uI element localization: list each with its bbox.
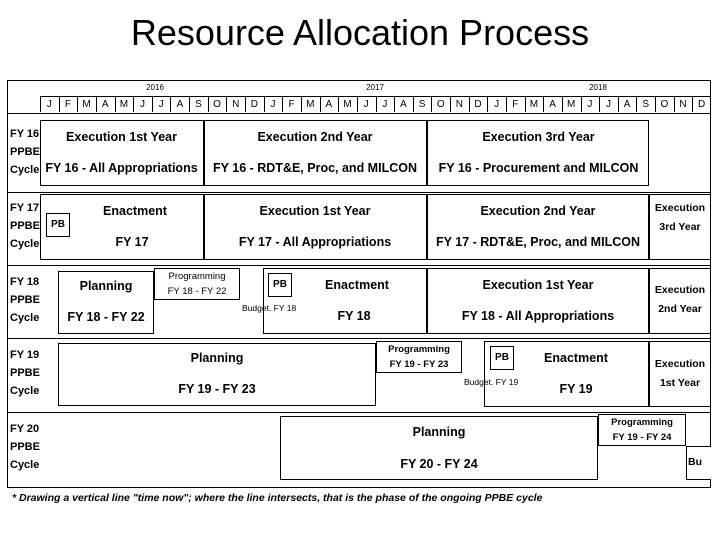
year-2018: 2018 (589, 83, 607, 92)
fy17-phase-1: Enactment (103, 204, 167, 218)
month-divider-line (506, 96, 507, 112)
month-label: O (213, 99, 221, 110)
fy20-phase-1: Planning (412, 425, 466, 439)
month-label: O (436, 99, 445, 110)
month-label: M (306, 99, 315, 110)
fy18-detail-4: FY 18 - All Appropriations (461, 309, 615, 323)
row-divider (7, 338, 711, 339)
month-label: A (549, 99, 556, 110)
month-label: A (400, 99, 407, 110)
fy20-detail-1: FY 20 - FY 24 (400, 457, 478, 471)
month-divider-line (245, 96, 246, 112)
month-label: J (605, 99, 611, 110)
fy20-phase-3: Bu (688, 456, 702, 468)
month-label: D (474, 99, 482, 110)
month-label: M (529, 99, 539, 110)
fy17-phase-4: Execution (654, 202, 706, 214)
fy19-detail-2: FY 19 - FY 23 (389, 359, 449, 370)
fy16-phase-1: Execution 1st Year (66, 130, 177, 144)
pb-marker-fy19: PB (490, 346, 514, 370)
month-divider-line (692, 96, 693, 112)
year-2016: 2016 (146, 83, 164, 92)
month-label: A (176, 99, 184, 110)
fy17-phase-3: Execution 2nd Year (480, 204, 596, 218)
month-label: J (494, 99, 500, 110)
month-divider (7, 113, 711, 114)
month-divider-line (96, 96, 97, 112)
month-label: A (101, 99, 109, 110)
month-label: A (623, 99, 631, 110)
month-divider-line (674, 96, 675, 112)
month-divider-line (264, 96, 265, 112)
month-divider-line (636, 96, 637, 112)
fy18-phase-3: Enactment (325, 278, 389, 292)
month-divider-line (618, 96, 619, 112)
fy17-detail-2: FY 17 - All Appropriations (238, 235, 392, 249)
month-label: J (587, 99, 593, 110)
cycle-label-fy17: FY 17 PPBE Cycle (10, 202, 40, 250)
cycle-label-fy18: FY 18 PPBE Cycle (10, 276, 40, 324)
month-label: D (250, 99, 258, 110)
month-label: S (195, 99, 202, 110)
month-divider-line (338, 96, 339, 112)
month-divider-line (450, 96, 451, 112)
fy20-detail-2: FY 19 - FY 24 (612, 432, 672, 443)
fy16-detail-3: FY 16 - Procurement and MILCON (438, 161, 639, 175)
month-label: F (288, 99, 295, 110)
fy16-detail-2: FY 16 - RDT&E, Proc, and MILCON (213, 161, 417, 175)
month-divider-line (152, 96, 153, 112)
cycle-label-fy19: FY 19 PPBE Cycle (10, 349, 40, 397)
month-label: J (140, 99, 145, 110)
fy17-detail-4: 3rd Year (659, 221, 701, 233)
month-divider-line (599, 96, 600, 112)
fy19-phase-4: Execution (654, 358, 706, 370)
month-divider-line (357, 96, 358, 112)
month-label: F (64, 99, 71, 110)
footnote: * Drawing a vertical line "time now"; where the line intersects, that is the phase of the ongoing PPBE cycle (12, 492, 543, 504)
cycle-label-fy16: FY 16 PPBE Cycle (10, 128, 40, 176)
fy18-detail-3: FY 18 (337, 309, 371, 323)
row-divider (7, 192, 711, 193)
fy18-detail-5: 2nd Year (658, 303, 702, 315)
month-divider-line (376, 96, 377, 112)
month-divider-line (59, 96, 60, 112)
month-label: N (455, 99, 463, 110)
month-divider-line (413, 96, 414, 112)
month-divider-line (525, 96, 526, 112)
month-label: J (270, 99, 276, 110)
month-label: J (363, 99, 369, 110)
fy19-phase-3: Enactment (544, 351, 608, 365)
fy20-phase-2: Programming (611, 417, 673, 428)
month-divider-line (655, 96, 656, 112)
fy16-detail-1: FY 16 - All Appropriations (45, 161, 198, 175)
fy19-detail-4: 1st Year (659, 377, 701, 389)
row-divider (7, 265, 711, 266)
month-divider-line (115, 96, 116, 112)
fy18-phase-4: Execution 1st Year (482, 278, 594, 292)
fy18-phase-1: Planning (79, 279, 133, 293)
month-divider-line (170, 96, 171, 112)
month-label: O (660, 99, 669, 110)
fy17-detail-1: FY 17 (115, 235, 149, 249)
fy18-phase-2: Programming (168, 271, 226, 282)
pb-marker-fy17: PB (46, 213, 70, 237)
cycle-label-fy20: FY 20 PPBE Cycle (10, 423, 40, 471)
budget-fy19: Budget. FY 19 (464, 377, 519, 387)
month-label: S (642, 99, 650, 110)
month-label: N (679, 99, 687, 110)
month-label: A (325, 99, 333, 110)
month-divider-line (189, 96, 190, 112)
month-divider-line (320, 96, 321, 112)
month-divider-line (301, 96, 302, 112)
month-divider-line (226, 96, 227, 112)
fy16-phase-2: Execution 2nd Year (257, 130, 373, 144)
month-divider-line (394, 96, 395, 112)
month-divider-line (581, 96, 582, 112)
fy19-phase-1: Planning (190, 351, 244, 365)
fy19-detail-3: FY 19 (559, 382, 593, 396)
month-label: S (418, 99, 426, 110)
fy19-detail-1: FY 19 - FY 23 (178, 382, 256, 396)
month-label: D (698, 99, 706, 110)
month-divider-line (77, 96, 78, 112)
fy18-detail-1: FY 18 - FY 22 (67, 310, 145, 324)
month-label: M (119, 99, 129, 110)
month-divider-line (431, 96, 432, 112)
month-divider-line (40, 96, 41, 112)
month-label: F (512, 99, 519, 110)
month-label: N (232, 99, 240, 110)
month-divider-line (282, 96, 283, 112)
month-label: M (343, 99, 352, 110)
fy18-phase-5: Execution (654, 284, 706, 296)
month-label: J (46, 99, 52, 110)
month-divider-line (133, 96, 134, 112)
month-divider-line (469, 96, 470, 112)
pb-marker-fy18: PB (268, 273, 292, 297)
month-label: M (82, 99, 91, 110)
fy19-phase-2: Programming (388, 344, 450, 355)
row-divider (7, 412, 711, 413)
fy16-phase-3: Execution 3rd Year (482, 130, 595, 144)
budget-fy18: Budget. FY 18 (242, 303, 297, 313)
fy18-detail-2: FY 18 - FY 22 (167, 286, 227, 297)
month-divider-line (543, 96, 544, 112)
month-label: J (382, 99, 388, 110)
month-label: J (158, 99, 164, 110)
fy17-phase-2: Execution 1st Year (259, 204, 371, 218)
month-label: M (567, 99, 576, 110)
fy17-detail-3: FY 17 - RDT&E, Proc, and MILCON (436, 235, 640, 249)
month-divider-line (487, 96, 488, 112)
year-2017: 2017 (366, 83, 384, 92)
month-divider-line (562, 96, 563, 112)
page-title: Resource Allocation Process (130, 12, 590, 53)
month-divider-line (208, 96, 209, 112)
